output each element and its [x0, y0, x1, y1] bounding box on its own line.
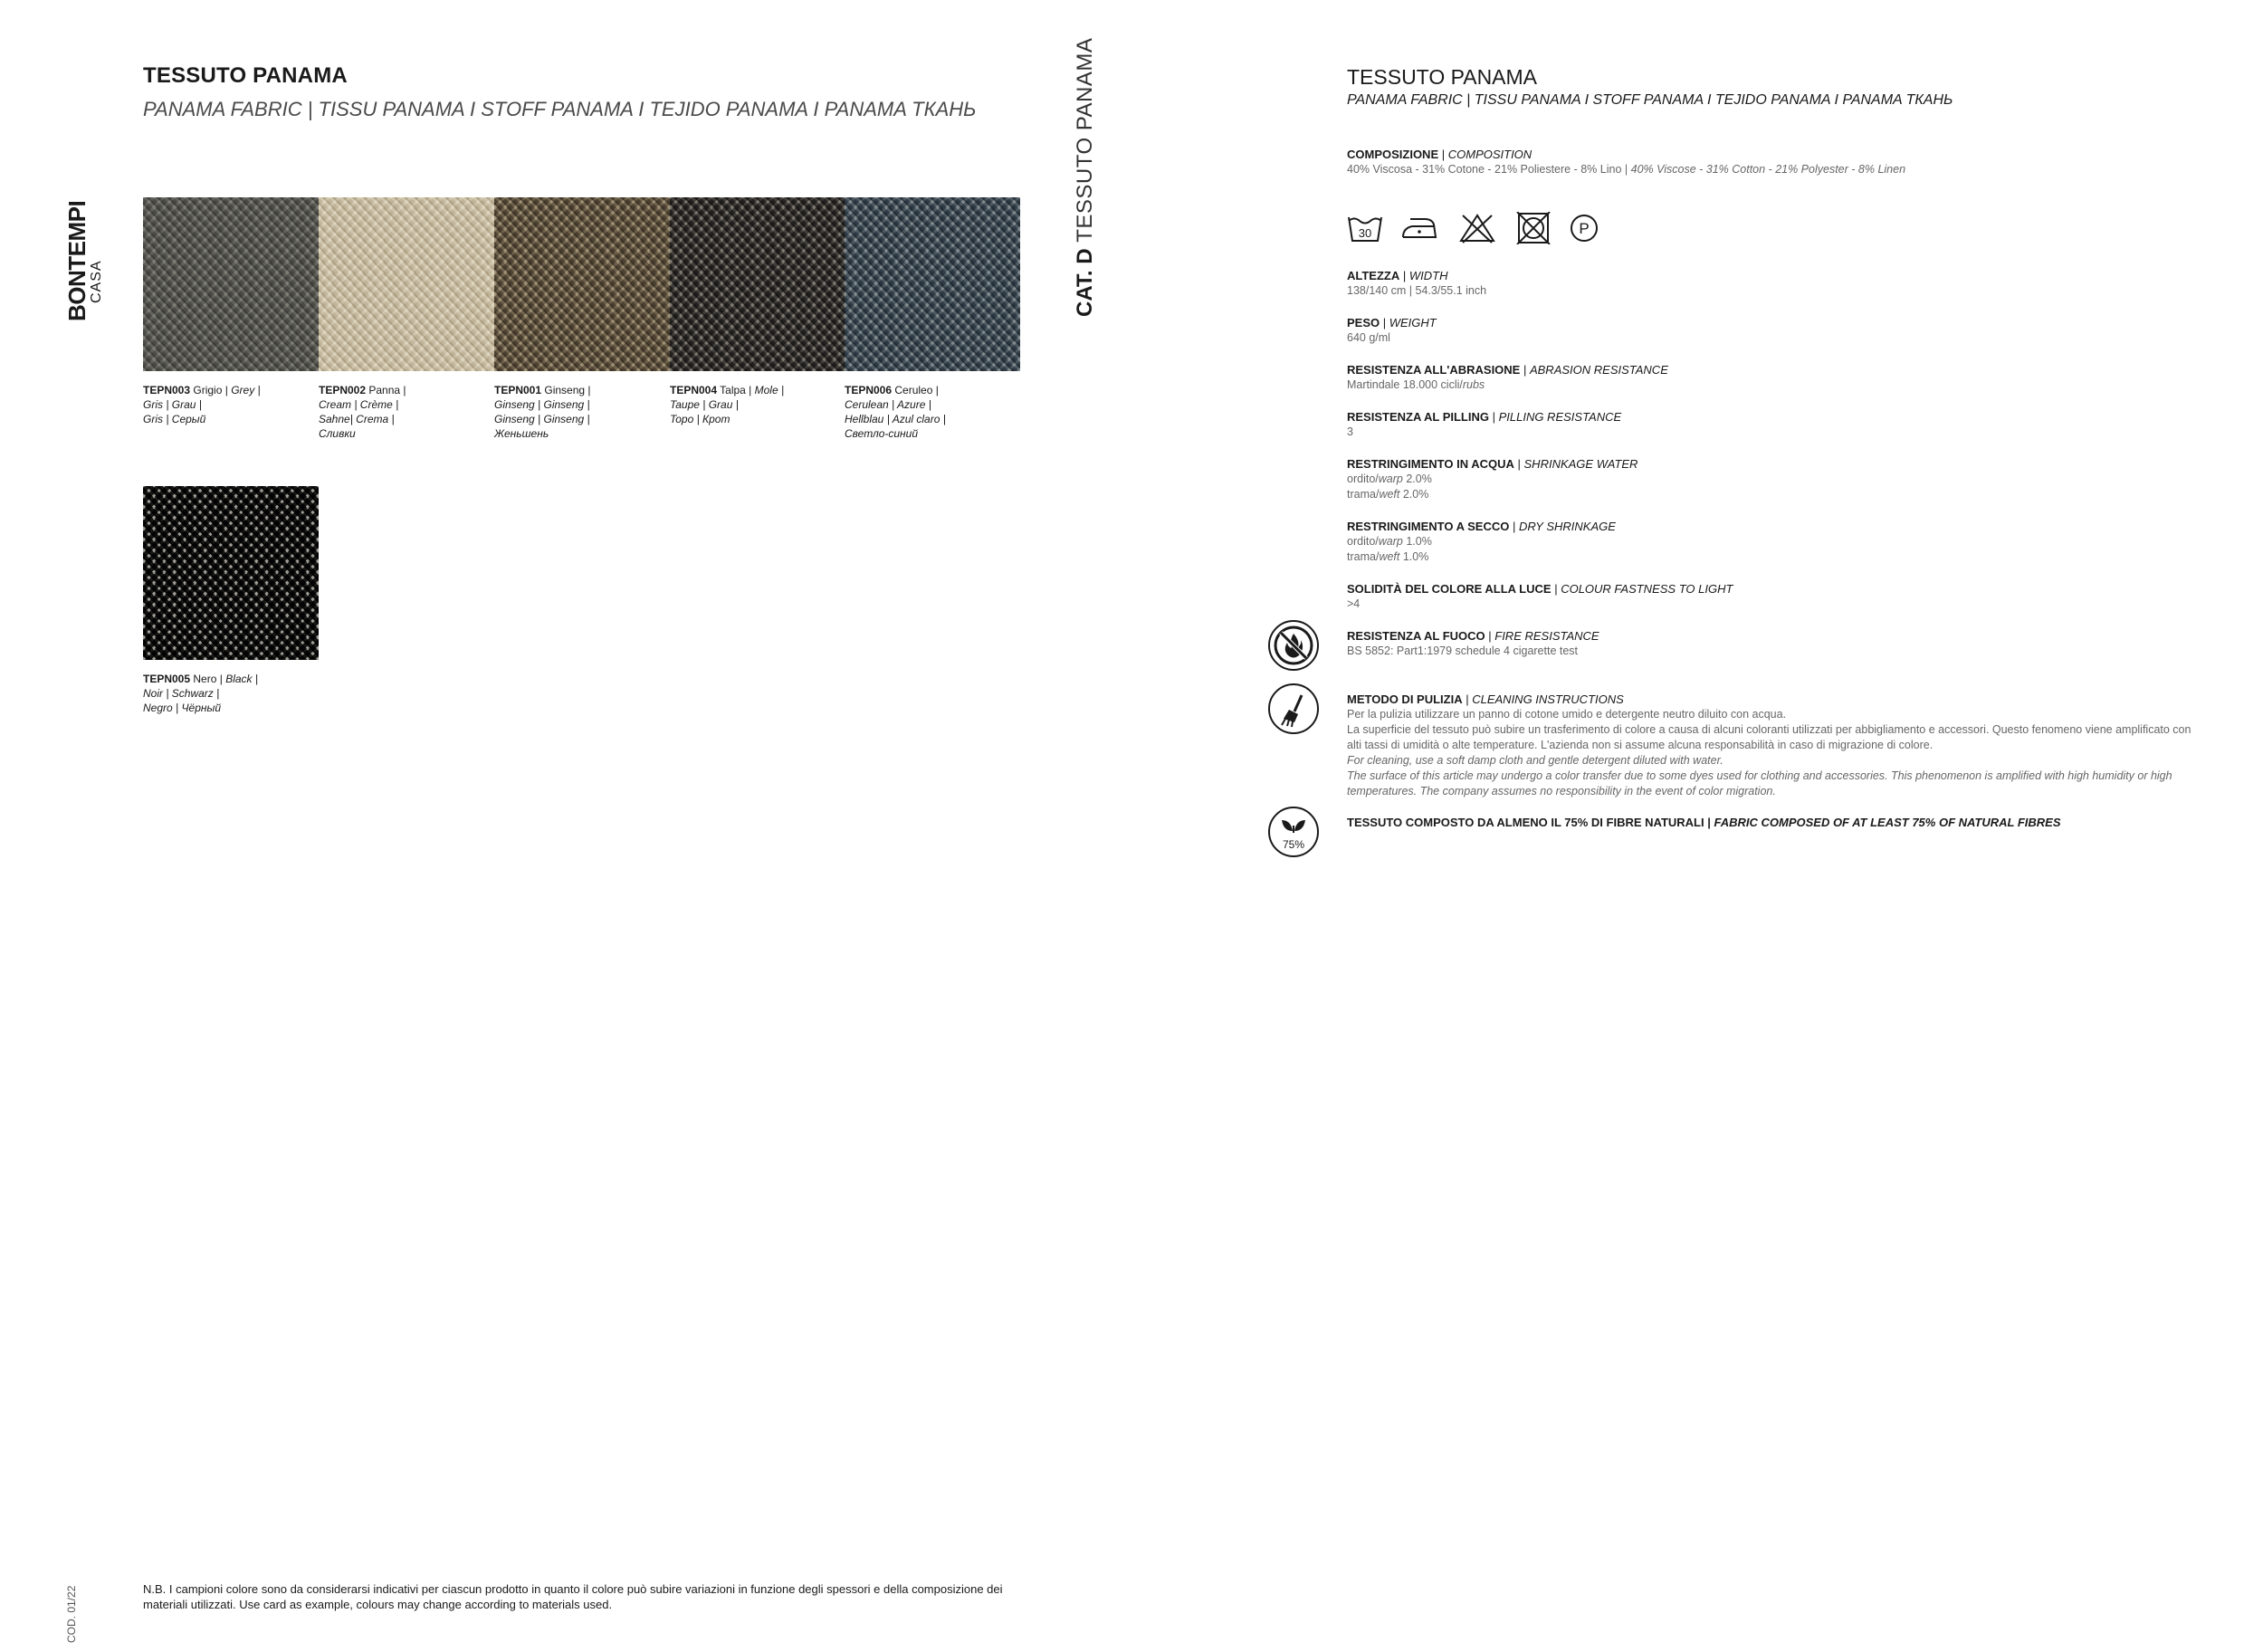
no-tumble-dry-icon: [1515, 212, 1552, 244]
natural-percent: 75%: [1282, 838, 1305, 851]
swatch-label: TEPN002 Panna | Cream | Crème | Sahne| Crema | Сливки: [319, 384, 406, 440]
category-label: [1073, 37, 1127, 344]
wash-30-icon: [1347, 212, 1383, 244]
spec-weight: PESO | WEIGHT 640 g/ml: [1347, 316, 1437, 344]
category-name: TESSUTO PANAMA: [1073, 37, 1097, 243]
dry-clean-p-icon: [1568, 212, 1600, 244]
brand-logo: [63, 195, 118, 321]
spec-abrasion: RESISTENZA ALL'ABRASIONE | ABRASION RESISTANCE Martindale 18.000 cicli/rubs: [1347, 363, 1668, 391]
spec-width: ALTEZZA | WIDTH 138/140 cm | 54.3/55.1 inch: [1347, 269, 1487, 297]
spec-shrinkage-dry: RESTRINGIMENTO A SECCO | DRY SHRINKAGE ordito/warp 1.0% trama/weft 1.0%: [1347, 520, 1616, 563]
swatch-label: TEPN005 Nero | Black | Noir | Schwarz | Negro | Чёрный: [143, 673, 258, 714]
spec-fire: RESISTENZA AL FUOCO | FIRE RESISTANCE BS 5852: Part1:1979 schedule 4 cigarette test: [1347, 629, 1599, 657]
page-title: TESSUTO PANAMA: [143, 63, 348, 88]
swatch-tile: [143, 486, 319, 660]
swatch-label: TEPN004 Talpa | Mole | Taupe | Grau | Topo | Крот: [670, 384, 785, 425]
spec-title: TESSUTO PANAMA: [1347, 65, 1538, 89]
no-bleach-icon: [1457, 212, 1497, 244]
spec-subtitle: PANAMA FABRIC | TISSU PANAMA I STOFF PANAMA I TEJIDO PANAMA I PANAMA ТКАНЬ: [1347, 92, 1953, 108]
wash-temp-label: 30: [1358, 226, 1372, 240]
swatch-tile: [143, 197, 319, 371]
swatch-label: TEPN006 Ceruleo | Cerulean | Azure | Hellblau | Azul claro | Светло-синий: [845, 384, 946, 440]
spec-shrinkage-water: RESTRINGIMENTO IN ACQUA | SHRINKAGE WATER ordito/warp 2.0% trama/weft 2.0%: [1347, 457, 1638, 501]
cleaning-icon: [1267, 683, 1320, 735]
fire-resistance-icon: [1267, 619, 1320, 672]
natural-fibre-icon: [1267, 806, 1320, 858]
swatch-label: TEPN001 Ginseng | Ginseng | Ginseng | Ginseng | Ginseng | Женьшень: [494, 384, 591, 440]
spec-light-fastness: SOLIDITÀ DEL COLORE ALLA LUCE | COLOUR FASTNESS TO LIGHT >4: [1347, 582, 1733, 610]
spec-composition: COMPOSIZIONE | COMPOSITION 40% Viscosa - 31% Cotone - 21% Poliestere - 8% Lino | 40% Viscose - 31% Cotton - 21% Polyester - 8% Linen: [1347, 148, 1906, 176]
document-code: COD. 01/22: [65, 1585, 78, 1643]
spec-cleaning: METODO DI PULIZIA | CLEANING INSTRUCTIONS Per la pulizia utilizzare un panno di cotone umido e detergente neutro diluito con acqua. La superficie del tessuto può subire un trasferimento di colore a causa di alcuni coloranti utilizzati per abbigliamento e accessori. Questo fenomeno viene amplificato con alti tassi di umidità o alte temperature. L'azienda non si assume alcuna responsabilità in caso di migrazione di colore. For cleaning, use a soft damp cloth and gentle detergent diluted with water. The surface of this article may undergo a color transfer due to some dyes used for clothing and accessories. This phenomenon is amplified with high humidity or high temperatures. The company assumes no responsibility in the event of color migration.: [1347, 692, 2191, 797]
swatch-tile: [845, 197, 1020, 371]
footer-note: N.B. I campioni colore sono da considerarsi indicativi per ciascun prodotto in quanto il colore può subire variazioni in funzione degli spessori e della composizione dei materiali utilizzati. Use card as example, colours may change according to materials used.: [143, 1582, 1003, 1611]
category-code: CAT. D: [1073, 248, 1097, 317]
brand-name: BONTEMPI: [63, 200, 91, 321]
swatch-tile: [319, 197, 494, 371]
iron-low-icon: [1399, 212, 1439, 244]
care-icons: [1347, 212, 1600, 250]
swatch-tile: [670, 197, 845, 371]
brand-sub: CASA: [89, 260, 104, 303]
page-subtitle: PANAMA FABRIC | TISSU PANAMA I STOFF PANAMA I TEJIDO PANAMA I PANAMA ТКАНЬ: [143, 98, 977, 120]
spec-pilling: RESISTENZA AL PILLING | PILLING RESISTANCE 3: [1347, 410, 1622, 438]
swatch-tile: [494, 197, 670, 371]
dry-clean-letter: P: [1579, 220, 1590, 237]
spec-natural-fibres: TESSUTO COMPOSTO DA ALMENO IL 75% DI FIBRE NATURALI | FABRIC COMPOSED OF AT LEAST 75% OF NATURAL FIBRES: [1347, 816, 2061, 829]
swatch-label: TEPN003 Grigio | Grey | Gris | Grau | Gris | Серый: [143, 384, 261, 425]
